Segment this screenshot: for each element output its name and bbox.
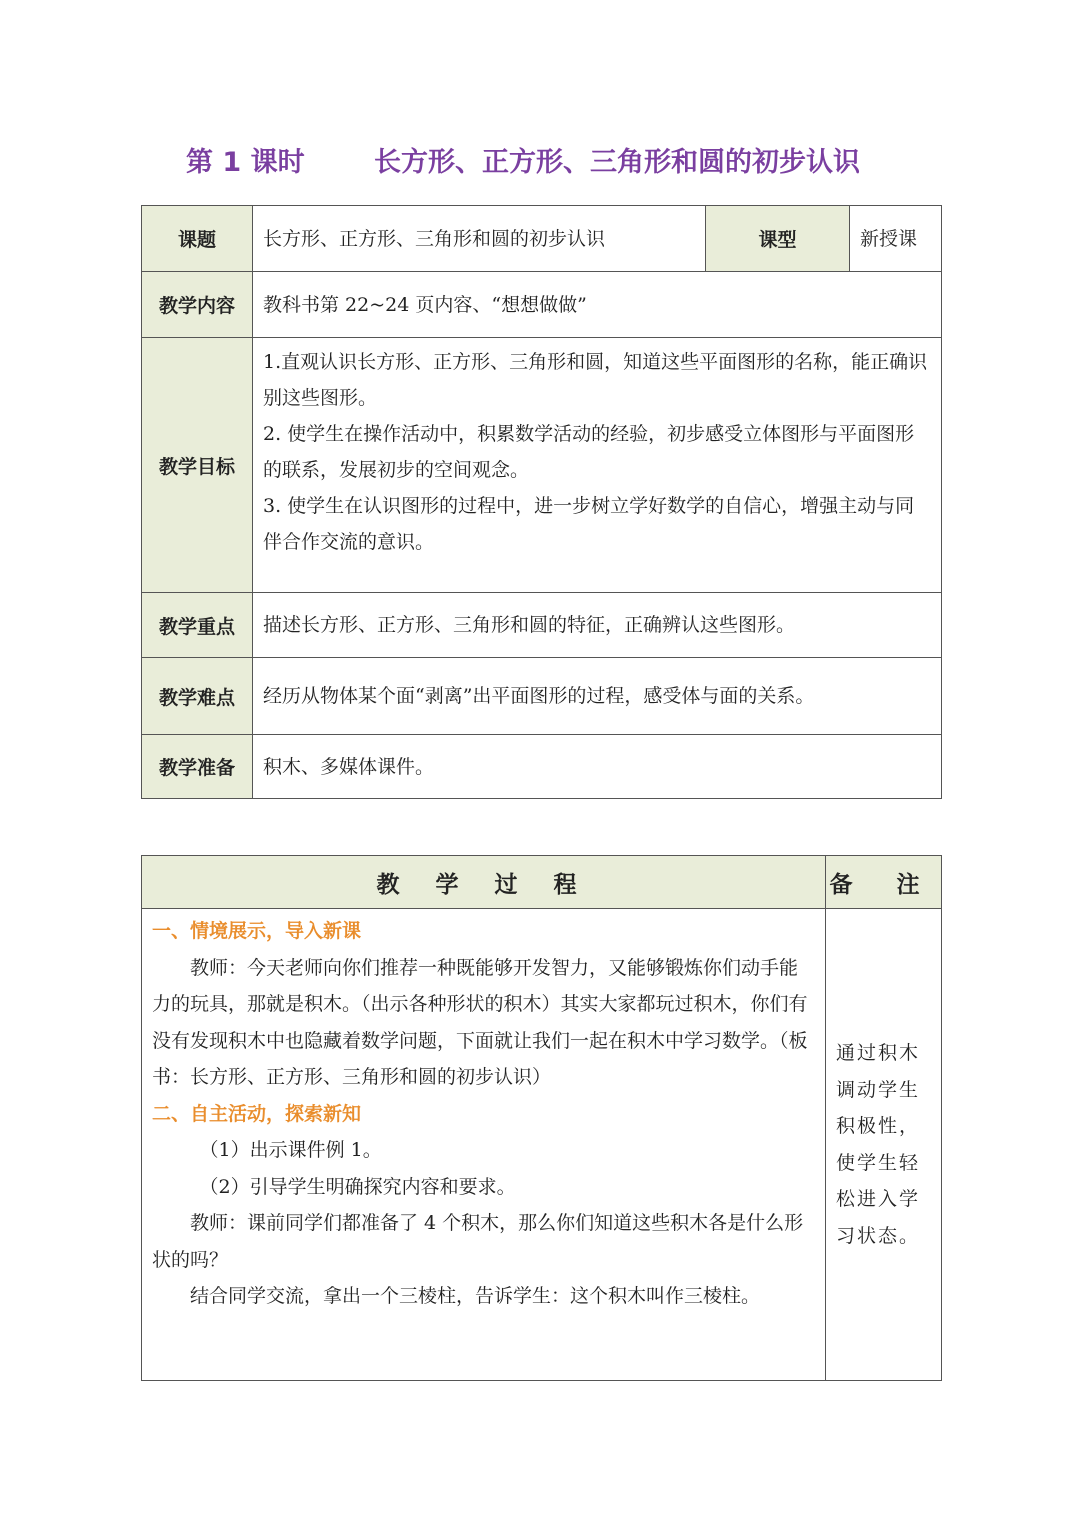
paragraph: 结合同学交流，拿出一个三棱柱，告诉学生：这个积木叫作三棱柱。 — [190, 1285, 761, 1307]
table-row — [142, 338, 942, 593]
type-value: 新授课 — [850, 206, 942, 272]
table-row — [142, 272, 942, 338]
note-line: 积极性， — [836, 1115, 921, 1137]
process-body — [142, 909, 826, 1381]
goals-label: 教学目标 — [142, 338, 253, 593]
prep-value: 积木、多媒体课件。 — [253, 735, 942, 799]
content-value: 教科书第 22~24 页内容、“想想做做” — [253, 272, 942, 338]
note-line: 调动学生 — [836, 1078, 921, 1101]
table-row — [142, 909, 942, 1381]
process-header: 教 学 过 程 — [142, 856, 826, 909]
page-title — [186, 140, 946, 180]
note-line: 使学生轻 — [836, 1151, 921, 1174]
difficulty-label: 教学难点 — [142, 658, 253, 735]
goals-value — [253, 338, 942, 593]
step-item: （2）引导学生明确探究内容和要求。 — [199, 1175, 516, 1198]
topic-label: 课题 — [142, 206, 253, 272]
note-header: 备 注 — [826, 856, 942, 909]
table-row — [142, 658, 942, 735]
key-value: 描述长方形、正方形、三角形和圆的特征，正确辨认这些图形。 — [253, 593, 942, 658]
lesson-number: 第 1 课时 — [186, 147, 305, 178]
prep-label: 教学准备 — [142, 735, 253, 799]
table-row — [142, 735, 942, 799]
note-line: 通过积木 — [836, 1042, 921, 1064]
goal-item: 2. 使学生在操作活动中，积累数学活动的经验，初步感受立体图形与平面图形的联系，发展初步的空间观念。 — [263, 423, 915, 481]
lesson-topic: 长方形、正方形、三角形和圆的初步认识 — [374, 147, 860, 178]
teaching-process-table — [141, 855, 942, 1381]
note-body — [826, 909, 942, 1381]
section-title: 二、自主活动，探索新知 — [152, 1102, 362, 1125]
table-row — [142, 856, 942, 909]
key-label: 教学重点 — [142, 593, 253, 658]
type-label: 课型 — [706, 206, 850, 272]
topic-value: 长方形、正方形、三角形和圆的初步认识 — [253, 206, 706, 272]
lesson-info-table — [141, 205, 942, 799]
table-row — [142, 206, 942, 272]
goal-item: 3. 使学生在认识图形的过程中，进一步树立学好数学的自信心，增强主动与同伴合作交流的意识。 — [263, 495, 915, 553]
paragraph: 教师：今天老师向你们推荐一种既能够开发智力，又能够锻炼你们动手能力的玩具，那就是积木。（出示各种形状的积木）其实大家都玩过积木，你们有没有发现积木中也隐藏着数学问题，下面就让我们一起在积木中学习数学。（板书：长方形、正方形、三角形和圆的初步认识） — [152, 956, 808, 1088]
difficulty-value: 经历从物体某个面“剥离”出平面图形的过程，感受体与面的关系。 — [253, 658, 942, 735]
goal-item: 1.直观认识长方形、正方形、三角形和圆，知道这些平面图形的名称，能正确识别这些图形。 — [263, 351, 928, 409]
content-label: 教学内容 — [142, 272, 253, 338]
note-line: 松进入学 — [836, 1188, 921, 1210]
section-title: 一、情境展示，导入新课 — [152, 920, 362, 942]
paragraph: 教师：课前同学们都准备了 4 个积木，那么你们知道这些积木各是什么形状的吗？ — [152, 1212, 804, 1271]
step-item: （1）出示课件例 1。 — [199, 1139, 382, 1161]
note-line: 习状态。 — [836, 1224, 921, 1247]
table-row — [142, 593, 942, 658]
